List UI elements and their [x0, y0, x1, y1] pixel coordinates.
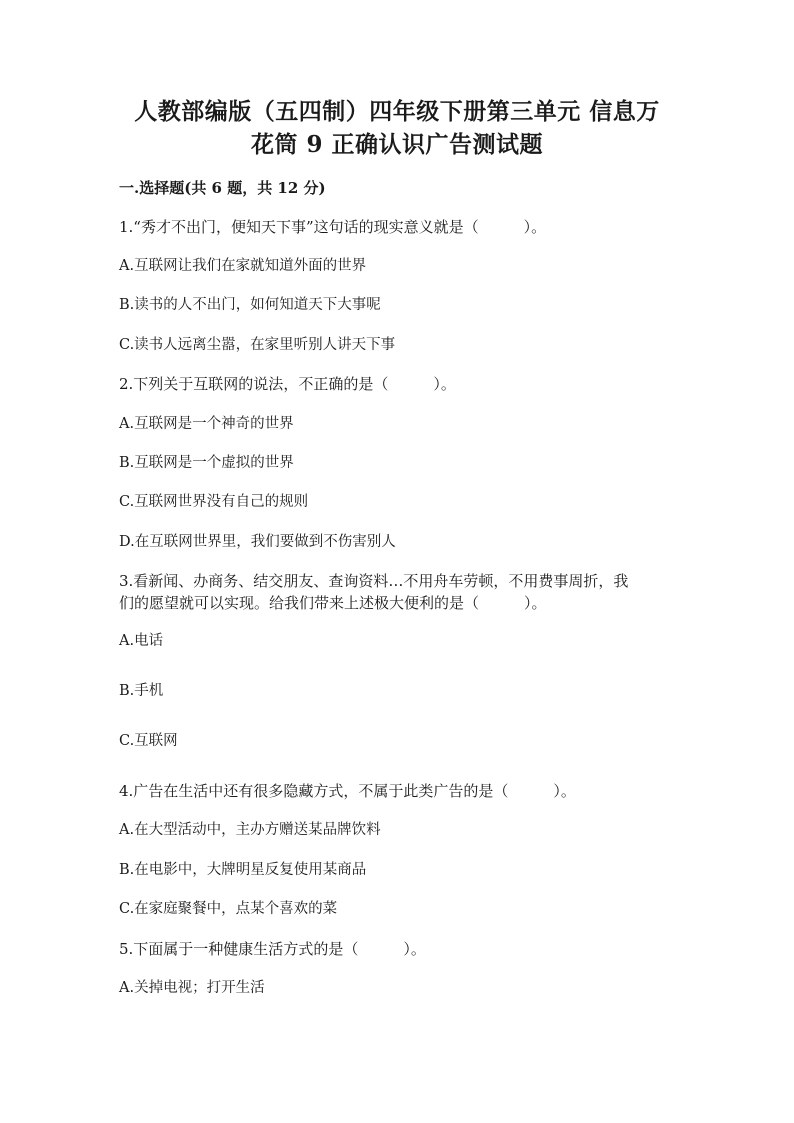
question-1-option-a: A.互联网让我们在家就知道外面的世界 [119, 258, 367, 274]
question-2-stem: 2.下列关于互联网的说法，不正确的是（ ）。 [119, 375, 456, 393]
question-4-option-c: C.在家庭聚餐中，点某个喜欢的菜 [119, 901, 338, 917]
question-3-option-a: A.电话 [119, 633, 164, 649]
question-2-option-a: A.互联网是一个神奇的世界 [119, 416, 294, 432]
question-3-option-b: B.手机 [119, 683, 164, 699]
question-5-stem: 5.下面属于一种健康生活方式的是（ ）。 [119, 940, 426, 958]
section-heading: 一.选择题(共 6 题，共 12 分) [119, 179, 326, 197]
question-3-stem-line2: 们的愿望就可以实现。给我们带来上述极大便利的是（ ）。 [119, 594, 547, 612]
question-2-option-b: B.互联网是一个虚拟的世界 [119, 455, 294, 471]
question-2-option-d: D.在互联网世界里，我们要做到不伤害别人 [119, 534, 396, 550]
question-4-option-b: B.在电影中，大牌明星反复使用某商品 [119, 862, 367, 878]
question-4-stem: 4.广告在生活中还有很多隐藏方式，不属于此类广告的是（ ）。 [119, 782, 576, 800]
question-1-stem: 1.“秀才不出门，便知天下事”这句话的现实意义就是（ ）。 [119, 218, 547, 236]
document-title-line2: 花筒 9 正确认识广告测试题 [250, 131, 544, 158]
question-2-option-c: C.互联网世界没有自己的规则 [119, 494, 309, 510]
question-1-option-b: B.读书的人不出门，如何知道天下大事呢 [119, 297, 381, 313]
question-3-stem-line1: 3.看新闻、办商务、结交朋友、查询资料…不用舟车劳顿，不用费事周折，我 [119, 572, 629, 590]
question-3-option-c: C.互联网 [119, 733, 178, 749]
question-1-option-c: C.读书人远离尘嚣，在家里听别人讲天下事 [119, 337, 396, 353]
question-4-option-a: A.在大型活动中，主办方赠送某品牌饮料 [119, 822, 381, 838]
question-5-option-a: A.关掉电视；打开生活 [119, 980, 265, 996]
document-title-line1: 人教部编版（五四制）四年级下册第三单元 信息万 [134, 98, 660, 125]
